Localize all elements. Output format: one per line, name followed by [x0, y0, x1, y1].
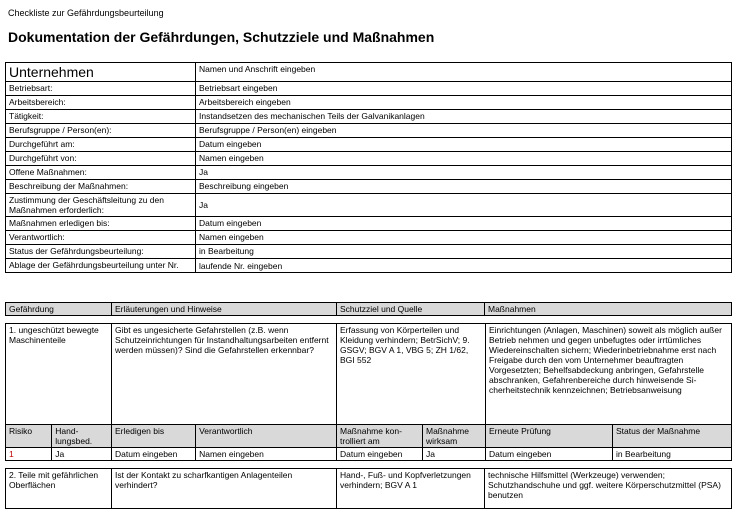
info-label: Berufsgruppe / Person(en):: [6, 124, 196, 138]
document-title: Dokumentation der Gefährdungen, Schutzziele und Maßnahmen: [8, 29, 435, 45]
col-header-goal: Schutzziel und Quelle: [337, 303, 485, 316]
info-value[interactable]: Berufsgruppe / Person(en) eingeben: [196, 124, 732, 138]
info-label: Durchgeführt am:: [6, 138, 196, 152]
info-value[interactable]: Datum eingeben: [196, 138, 732, 152]
info-row: [6, 138, 732, 152]
hazard-2-measures: technische Hilfsmittel (Werkzeuge) verwenden; Schutzhandschuhe und ggf. weitere Körperschutzmittel (PSA) benutzen: [485, 469, 732, 509]
company-info-table: [5, 62, 732, 273]
info-row: [6, 194, 732, 217]
hazard-1-explanation: Gibt es ungesicherte Gefahrstellen (z.B. wenn Schutzeinrichtungen für Instandhaltungsarbeiten entfernt werden müssen)? Sind die Gefahrstellen erkennbar?: [112, 324, 337, 425]
info-value[interactable]: Namen eingeben: [196, 152, 732, 166]
info-value[interactable]: Instandsetzen des mechanischen Teils der Galvanikanlagen: [196, 110, 732, 124]
hazard-2-explanation: Ist der Kontakt zu scharfkantigen Anlagenteilen verhindert?: [112, 469, 337, 509]
sub-header-due: Erledigen bis: [112, 425, 196, 448]
column-header-table: [5, 302, 732, 316]
info-row: [6, 82, 732, 96]
info-value[interactable]: Datum eingeben: [196, 217, 732, 231]
hazard-2-text: 2. Teile mit gefährlichen Oberflächen: [6, 469, 112, 509]
info-row: [6, 231, 732, 245]
action-needed-value[interactable]: Ja: [52, 448, 112, 461]
effective-value[interactable]: Ja: [423, 448, 486, 461]
info-row: [6, 245, 732, 259]
responsible-value[interactable]: Namen eingeben: [196, 448, 337, 461]
info-label: Beschreibung der Maßnahmen:: [6, 180, 196, 194]
info-row: [6, 63, 732, 82]
document-caption: Checkliste zur Gefährdungsbeurteilung: [8, 8, 164, 18]
info-row: [6, 166, 732, 180]
info-row: [6, 110, 732, 124]
checked-date-value[interactable]: Datum eingeben: [337, 448, 423, 461]
risk-value[interactable]: 1: [6, 448, 52, 461]
info-label: Status der Gefährdungsbeurteilung:: [6, 245, 196, 259]
info-row: [6, 96, 732, 110]
info-value[interactable]: laufende Nr. eingeben: [196, 259, 732, 273]
col-header-explanation: Erläuterungen und Hinweise: [112, 303, 337, 316]
info-label: Unternehmen: [6, 63, 196, 82]
info-value[interactable]: Beschreibung eingeben: [196, 180, 732, 194]
info-label: Zustimmung der Geschäftsleitung zu den Maßnahmen erforderlich:: [6, 194, 196, 217]
info-value[interactable]: Ja: [196, 166, 732, 180]
info-value[interactable]: Namen eingeben: [196, 231, 732, 245]
hazard-1-text: 1. ungeschützt bewegte Maschinenteile: [6, 324, 112, 425]
info-label: Maßnahmen erledigen bis:: [6, 217, 196, 231]
info-row: [6, 217, 732, 231]
col-header-measures: Maßnahmen: [485, 303, 732, 316]
sub-header-status: Status der Maßnahme: [613, 425, 732, 448]
recheck-date-value[interactable]: Datum eingeben: [486, 448, 613, 461]
hazard-2-goal: Hand-, Fuß- und Kopfverletzungen verhindern; BGV A 1: [337, 469, 485, 509]
hazard-section-1: [5, 323, 732, 461]
info-row: [6, 180, 732, 194]
info-value[interactable]: Ja: [196, 194, 732, 217]
info-value[interactable]: Arbeitsbereich eingeben: [196, 96, 732, 110]
hazard-1-goal: Erfassung von Körperteilen und Kleidung verhindern; BetrSichV; 9. GSGV; BGV A 1, VBG 5; ZH 1/62, BGI 552: [337, 324, 486, 425]
sub-header-action: Handlungsbed.: [52, 425, 112, 448]
info-label: Durchgeführt von:: [6, 152, 196, 166]
info-value[interactable]: Betriebsart eingeben: [196, 82, 732, 96]
info-value[interactable]: Namen und Anschrift eingeben: [196, 63, 732, 82]
sub-header-effective: Maßnahme wirksam: [423, 425, 486, 448]
sub-header-recheck: Erneute Prüfung: [486, 425, 613, 448]
due-date-value[interactable]: Datum eingeben: [112, 448, 196, 461]
status-value[interactable]: in Bearbeitung: [613, 448, 732, 461]
sub-header-checked: Maßnahme kontrolliert am: [337, 425, 423, 448]
info-label: Betriebsart:: [6, 82, 196, 96]
info-row: [6, 259, 732, 273]
col-header-hazard: Gefährdung: [6, 303, 112, 316]
sub-header-risk: Risiko: [6, 425, 52, 448]
info-label: Offene Maßnahmen:: [6, 166, 196, 180]
info-value[interactable]: in Bearbeitung: [196, 245, 732, 259]
hazard-1-measures: Einrichtungen (Anlagen, Maschinen) soweit als möglich außer Betrieb nehmen und gegen unbefugtes oder irrtümliches Wiedereinschalten sichern; Wiederinbetriebnahme erst nach Freigabe durch den vom Unternehmer beauftragten Vorgesetzten; Behelfsabdeckung anbringen, Gefahrstelle abschranken, Gefahrenbereiche durch hinweisende Sicherheitstechnik kennzeichnen; Betriebsanweisung: [486, 324, 732, 425]
sub-header-responsible: Verantwortlich: [196, 425, 337, 448]
info-row: [6, 124, 732, 138]
info-label: Arbeitsbereich:: [6, 96, 196, 110]
info-row: [6, 152, 732, 166]
info-label: Ablage der Gefährdungsbeurteilung unter Nr.: [6, 259, 196, 273]
info-label: Verantwortlich:: [6, 231, 196, 245]
info-label: Tätigkeit:: [6, 110, 196, 124]
hazard-section-2: [5, 468, 732, 509]
